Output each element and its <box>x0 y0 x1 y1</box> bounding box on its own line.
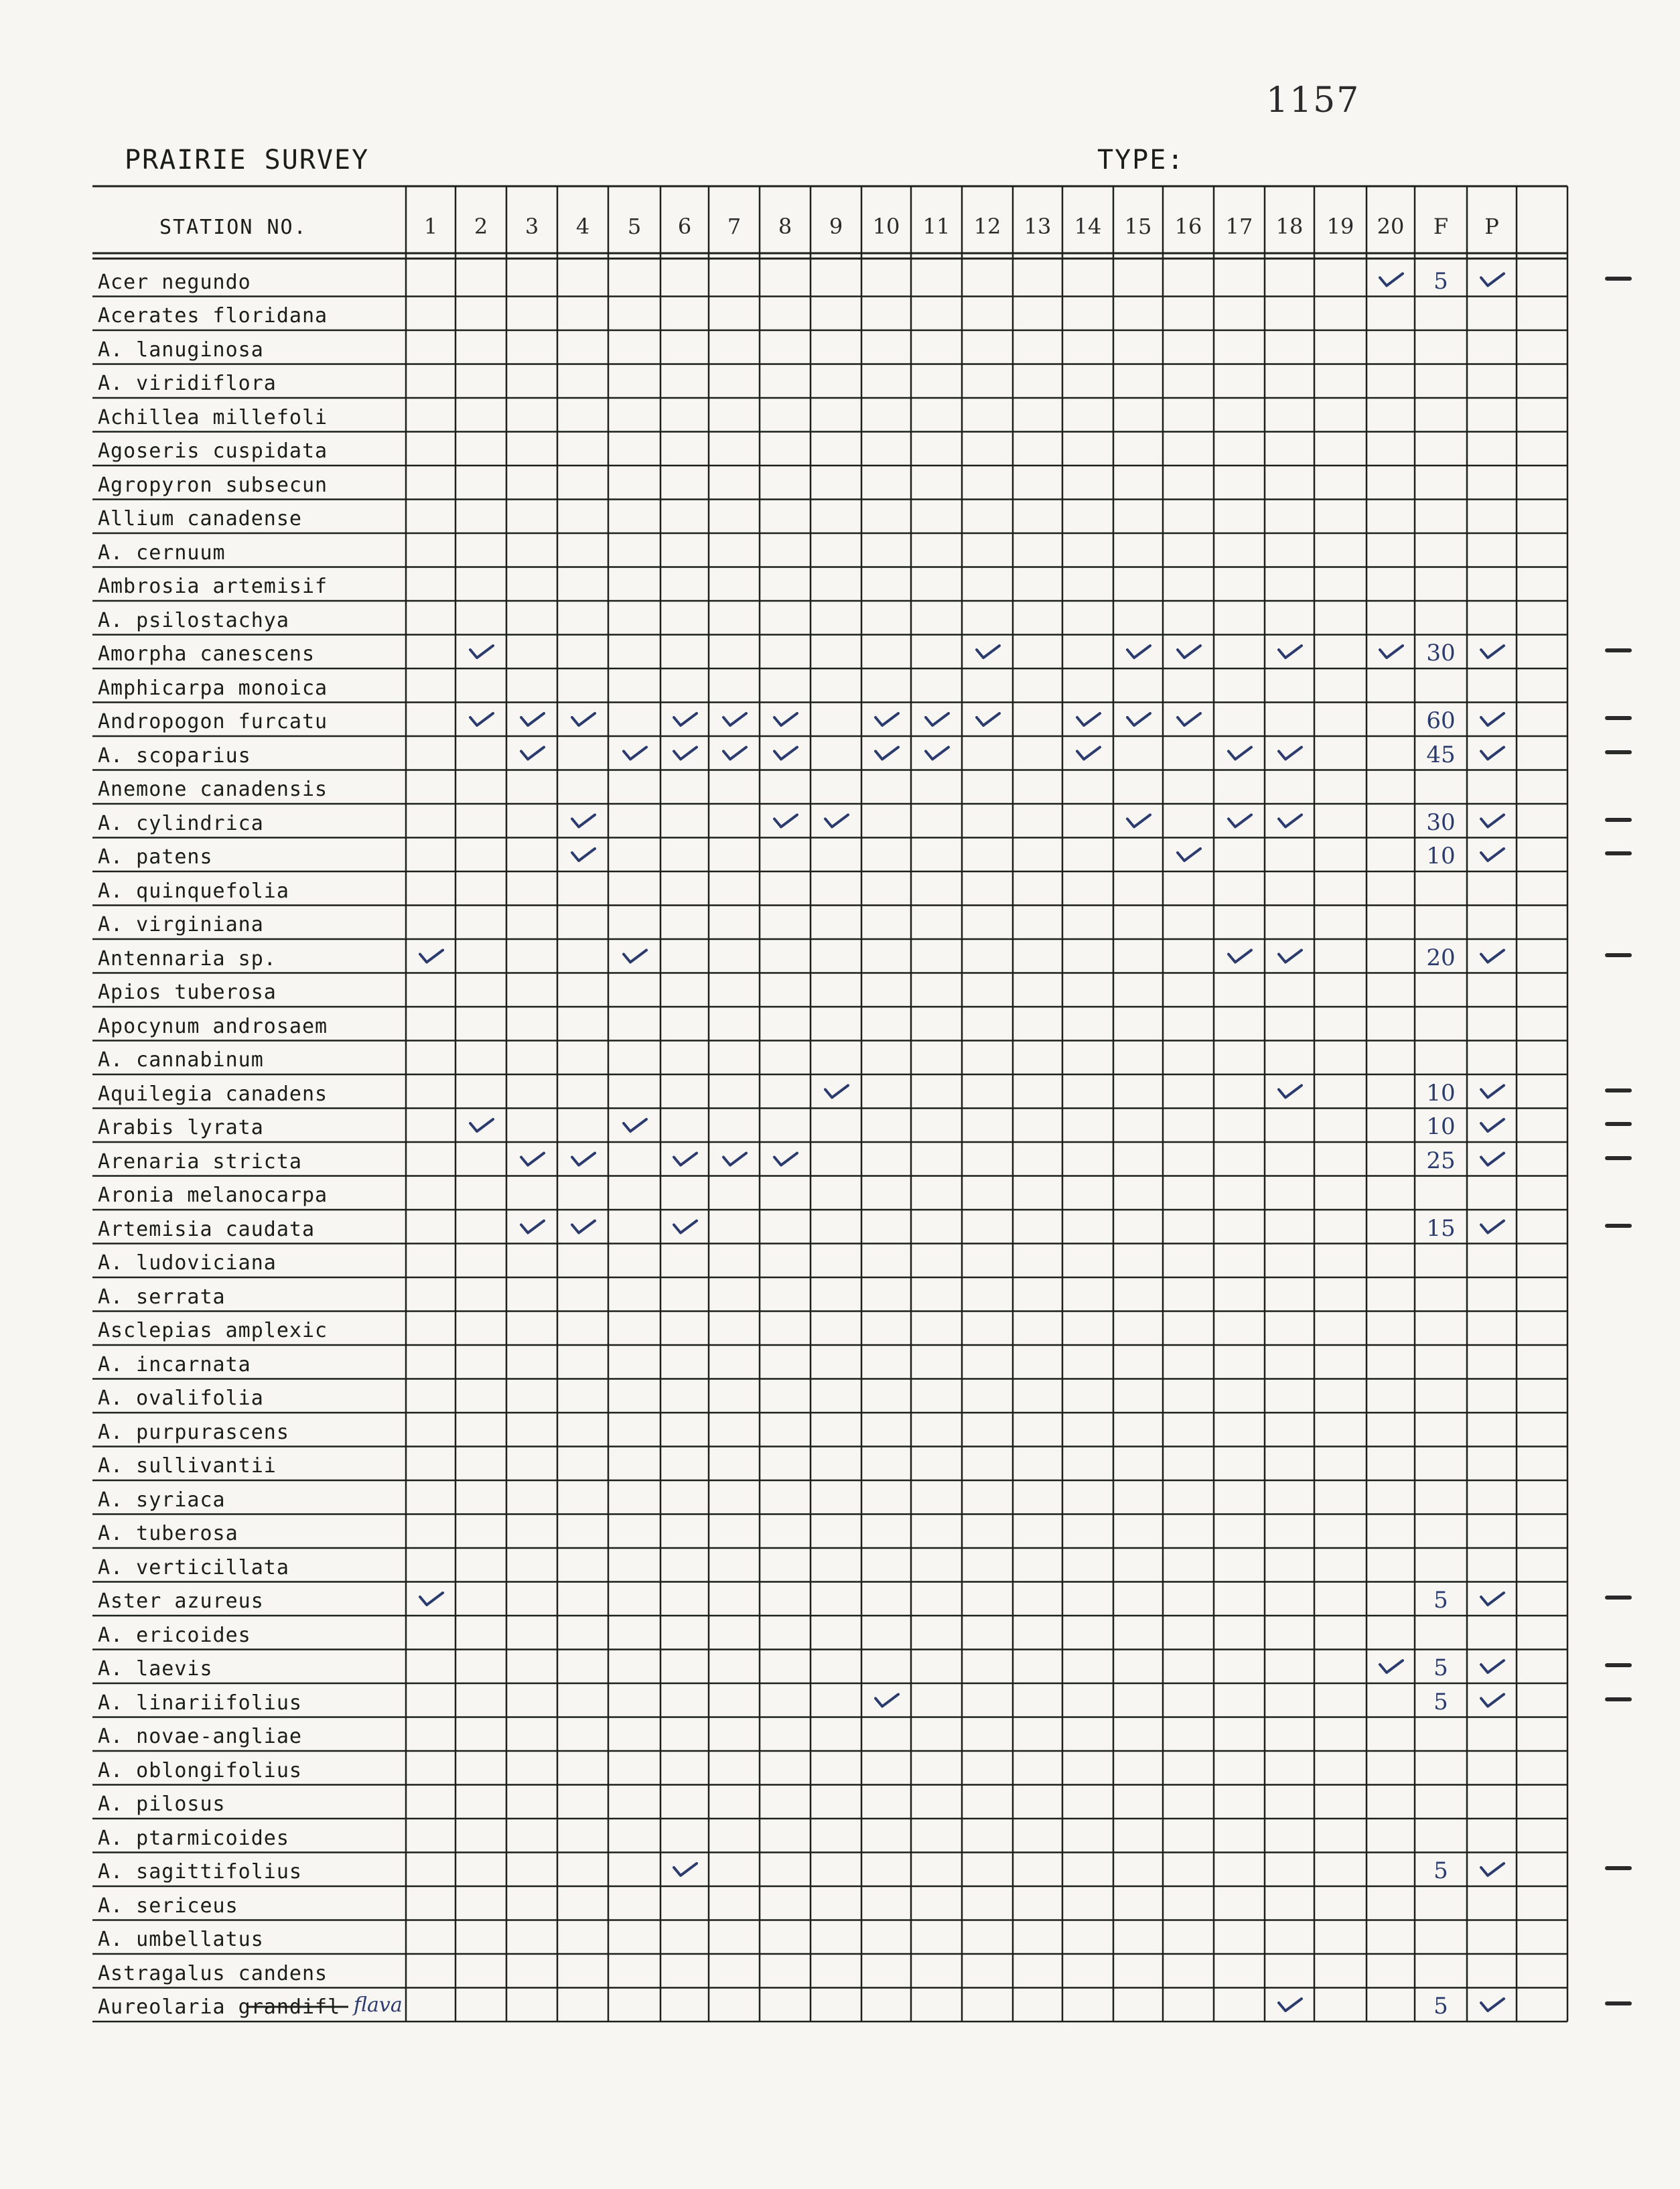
station-check-mark <box>572 815 595 827</box>
presence-check-mark <box>1481 646 1504 658</box>
frequency-value: 5 <box>1433 1993 1448 2020</box>
station-check-mark <box>572 713 595 725</box>
station-check-mark <box>624 950 646 963</box>
margin-tally-mark <box>1605 1596 1632 1600</box>
station-no-label: STATION NO. <box>159 216 307 239</box>
presence-check-mark <box>1481 1086 1504 1098</box>
station-header: 9 <box>829 214 843 239</box>
presence-check-mark <box>1481 1863 1504 1876</box>
station-check-mark <box>1279 1086 1302 1098</box>
frequency-value: 5 <box>1433 1587 1448 1614</box>
station-check-mark <box>1127 646 1150 658</box>
species-name: A. incarnata <box>98 1352 251 1376</box>
station-check-mark <box>977 713 999 725</box>
frequency-value: 10 <box>1426 843 1456 869</box>
station-check-mark <box>977 646 999 658</box>
station-header: 2 <box>474 214 488 239</box>
station-check-mark <box>1380 646 1403 658</box>
species-name: Allium canadense <box>98 507 302 531</box>
station-check-mark <box>1077 748 1100 760</box>
species-name: A. patens <box>98 845 213 869</box>
station-check-mark <box>1279 815 1302 827</box>
species-name: A. verticillata <box>98 1555 289 1579</box>
station-header: 18 <box>1275 214 1304 239</box>
species-name: A. serrata <box>98 1285 226 1309</box>
frequency-value: 5 <box>1433 1857 1448 1884</box>
species-name: Anemone canadensis <box>98 778 328 801</box>
species-name: A. virginiana <box>98 913 264 936</box>
species-name: Apocynum androsaem <box>98 1014 328 1038</box>
station-check-mark <box>1077 713 1100 725</box>
species-name: A. ovalifolia <box>98 1387 264 1410</box>
presence-check-mark <box>1481 849 1504 861</box>
station-check-mark <box>774 748 797 760</box>
presence-check-mark <box>1481 1661 1504 1673</box>
frequency-value: 10 <box>1426 1113 1456 1140</box>
station-header: 20 <box>1377 214 1405 239</box>
station-check-mark <box>1178 849 1200 861</box>
station-check-mark <box>521 1153 544 1166</box>
species-name: A. psilostachya <box>98 608 289 632</box>
species-name: A. quinquefolia <box>98 879 289 903</box>
margin-tally-mark <box>1605 1122 1632 1126</box>
frequency-value: 30 <box>1426 640 1456 666</box>
station-check-mark <box>1279 950 1302 963</box>
station-check-mark <box>470 713 493 725</box>
species-name: A. pilosus <box>98 1792 226 1816</box>
frequency-value: 25 <box>1426 1147 1456 1174</box>
margin-tally-mark <box>1605 1224 1632 1228</box>
station-header: 7 <box>727 214 742 239</box>
station-header: 19 <box>1326 214 1354 239</box>
station-check-mark <box>774 713 797 725</box>
margin-tally-mark <box>1605 1156 1632 1160</box>
margin-tally-mark <box>1605 1088 1632 1092</box>
station-header: 1 <box>423 214 438 239</box>
species-name: A. cannabinum <box>98 1048 264 1072</box>
station-check-mark <box>1178 713 1200 725</box>
species-name: A. purpurascens <box>98 1420 289 1444</box>
species-name: A. novae-angliae <box>98 1725 302 1748</box>
station-check-mark <box>624 1119 646 1131</box>
species-name: Agropyron subsecun <box>98 473 328 497</box>
station-header: 12 <box>973 214 1001 239</box>
species-name: A. ericoides <box>98 1623 251 1647</box>
station-header: 13 <box>1024 214 1052 239</box>
presence-check-mark <box>1481 1153 1504 1166</box>
frequency-value: 15 <box>1426 1214 1456 1242</box>
frequency-header: F <box>1433 214 1449 239</box>
species-name: Antennaria sp. <box>98 946 277 971</box>
species-name: Acer negundo <box>98 270 251 294</box>
station-header: 17 <box>1225 214 1253 239</box>
presence-check-mark <box>1481 1593 1504 1605</box>
station-check-mark <box>876 713 898 725</box>
frequency-value: 5 <box>1433 267 1448 295</box>
station-check-mark <box>521 1221 544 1233</box>
frequency-value: 20 <box>1426 944 1456 971</box>
species-name: A. sullivantii <box>98 1454 277 1478</box>
margin-tally-mark <box>1605 2001 1632 2005</box>
station-check-mark <box>723 713 746 725</box>
station-check-mark <box>624 748 646 760</box>
species-name: Andropogon furcatu <box>98 710 328 733</box>
station-check-mark <box>420 950 443 963</box>
station-header: 6 <box>677 214 692 239</box>
station-header: 8 <box>778 214 792 239</box>
species-name: Artemisia caudata <box>98 1217 316 1241</box>
species-name: Arabis lyrata <box>98 1116 264 1139</box>
margin-tally-mark <box>1605 1663 1632 1667</box>
station-check-mark <box>674 1221 697 1233</box>
station-header: 11 <box>922 214 951 239</box>
station-check-mark <box>1279 748 1302 760</box>
station-check-mark <box>572 849 595 861</box>
species-name: A. ludoviciana <box>98 1251 277 1275</box>
frequency-value: 60 <box>1426 707 1456 734</box>
species-name: A. scoparius <box>98 744 251 768</box>
species-name: Aureolaria grandifl <box>98 1995 341 2019</box>
presence-check-mark <box>1481 815 1504 827</box>
frequency-value: 5 <box>1433 1688 1448 1715</box>
species-name: A. ptarmicoides <box>98 1826 289 1850</box>
station-check-mark <box>1127 815 1150 827</box>
station-check-mark <box>1229 748 1251 760</box>
station-check-mark <box>674 713 697 725</box>
species-name: A. laevis <box>98 1657 213 1681</box>
station-check-mark <box>521 748 544 760</box>
presence-header: P <box>1484 214 1499 239</box>
species-name: Asclepias amplexic <box>98 1319 328 1342</box>
species-name: A. cylindrica <box>98 811 264 835</box>
presence-check-mark <box>1481 1221 1504 1233</box>
station-check-mark <box>470 646 493 658</box>
species-name: Agoseris cuspidata <box>98 439 328 463</box>
station-check-mark <box>674 748 697 760</box>
station-check-mark <box>825 815 848 827</box>
species-name: Aquilegia canadens <box>98 1082 328 1106</box>
station-check-mark <box>926 713 949 725</box>
frequency-value: 10 <box>1426 1079 1456 1107</box>
presence-check-mark <box>1481 950 1504 963</box>
station-check-mark <box>723 1153 746 1166</box>
margin-tally-mark <box>1605 953 1632 957</box>
station-check-mark <box>1380 274 1403 286</box>
station-check-mark <box>1127 713 1150 725</box>
species-name: A. linariifolius <box>98 1691 302 1715</box>
station-check-mark <box>774 1153 797 1166</box>
station-check-mark <box>674 1153 697 1166</box>
frequency-value: 45 <box>1426 741 1456 768</box>
margin-tally-mark <box>1605 277 1632 281</box>
station-header: 10 <box>872 214 900 239</box>
station-check-mark <box>1178 646 1200 658</box>
species-name: A. sericeus <box>98 1894 238 1918</box>
species-name: Ambrosia artemisif <box>98 575 328 598</box>
species-name: Amphicarpa monoica <box>98 676 328 700</box>
species-name: A. sagittifolius <box>98 1860 302 1884</box>
presence-check-mark <box>1481 274 1504 286</box>
margin-tally-mark <box>1605 716 1632 720</box>
species-name: Acerates floridana <box>98 304 328 328</box>
presence-check-mark <box>1481 1119 1504 1131</box>
station-check-mark <box>825 1086 848 1098</box>
presence-check-mark <box>1481 748 1504 760</box>
margin-tally-mark <box>1605 648 1632 652</box>
margin-tally-mark <box>1605 1866 1632 1870</box>
survey-title: PRAIRIE SURVEY <box>125 145 370 175</box>
frequency-value: 5 <box>1433 1654 1448 1681</box>
station-check-mark <box>876 748 898 760</box>
page-number: 1157 <box>1266 80 1360 121</box>
species-name: Aster azureus <box>98 1590 264 1613</box>
station-check-mark <box>723 748 746 760</box>
species-name: A. cernuum <box>98 541 226 565</box>
station-check-mark <box>1279 646 1302 658</box>
station-header: 3 <box>524 214 539 239</box>
station-header: 15 <box>1124 214 1152 239</box>
species-name: Aronia melanocarpa <box>98 1184 328 1207</box>
station-header: 4 <box>575 214 590 239</box>
correction-annotation: flava <box>354 1993 403 2017</box>
station-check-mark <box>1229 815 1251 827</box>
species-name: A. umbellatus <box>98 1928 264 1951</box>
frequency-value: 30 <box>1426 808 1456 836</box>
species-name: A. viridiflora <box>98 372 277 395</box>
station-check-mark <box>572 1221 595 1233</box>
station-check-mark <box>521 713 544 725</box>
station-header: 5 <box>627 214 642 239</box>
station-header: 14 <box>1074 214 1102 239</box>
margin-tally-mark <box>1605 851 1632 855</box>
station-check-mark <box>774 815 797 827</box>
station-check-mark <box>1229 950 1251 963</box>
species-name: Apios tuberosa <box>98 981 277 1004</box>
margin-tally-mark <box>1605 750 1632 754</box>
station-check-mark <box>926 748 949 760</box>
station-check-mark <box>1380 1661 1403 1673</box>
species-name: Amorpha canescens <box>98 642 316 666</box>
station-check-mark <box>876 1695 898 1707</box>
species-name: A. syriaca <box>98 1488 226 1512</box>
species-name: A. lanuginosa <box>98 338 264 362</box>
presence-check-mark <box>1481 1695 1504 1707</box>
species-name: A. oblongifolius <box>98 1758 302 1782</box>
species-name: Astragalus candens <box>98 1961 328 1985</box>
species-name: Arenaria stricta <box>98 1149 302 1174</box>
station-check-mark <box>470 1119 493 1131</box>
presence-check-mark <box>1481 713 1504 725</box>
station-check-mark <box>572 1153 595 1166</box>
species-name: Achillea millefoli <box>98 405 328 429</box>
presence-check-mark <box>1481 1999 1504 2011</box>
station-header: 16 <box>1174 214 1202 239</box>
station-check-mark <box>420 1593 443 1605</box>
species-name: A. tuberosa <box>98 1522 238 1545</box>
station-check-mark <box>674 1863 697 1876</box>
margin-tally-mark <box>1605 1697 1632 1701</box>
margin-tally-mark <box>1605 818 1632 822</box>
station-check-mark <box>1279 1999 1302 2011</box>
type-label: TYPE: <box>1097 145 1185 175</box>
